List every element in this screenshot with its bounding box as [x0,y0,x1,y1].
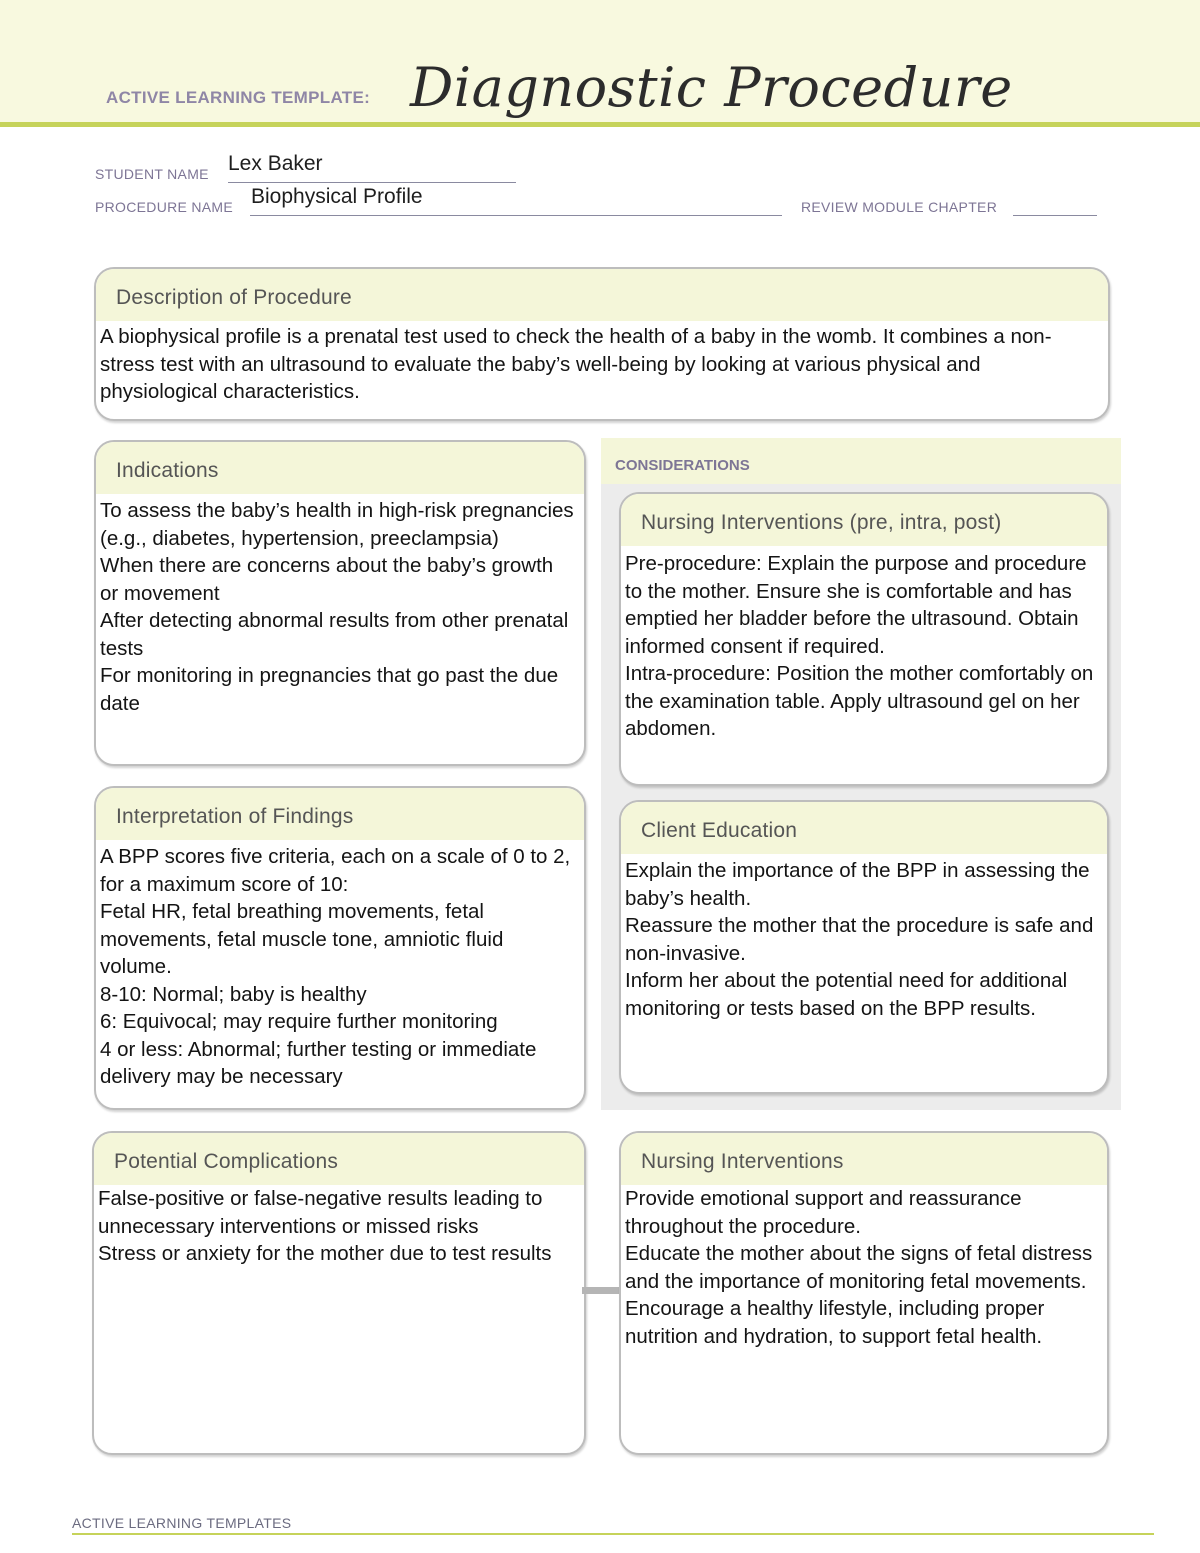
nursing-interventions-box [619,1131,1109,1455]
interpretation-box [94,786,586,1110]
nursing-interventions-prepost-text[interactable]: Pre-procedure: Explain the purpose and procedure to the mother. Ensure she is comfortable and has emptied her bladder before the ultrasound. Obtain informed consent if required. Intra-procedure: Position the mother comfortably on the examination table. Apply ultrasound gel on her abdomen. [625,552,1094,740]
student-name-field[interactable]: Lex Baker [228,152,323,175]
considerations-title: CONSIDERATIONS [601,438,1121,484]
template-prefix: ACTIVE LEARNING TEMPLATE: [106,88,371,107]
review-module-label: REVIEW MODULE CHAPTER [801,199,998,215]
interpretation-title: Interpretation of Findings [96,788,584,840]
description-text[interactable]: A biophysical profile is a prenatal test used to check the health of a baby in the womb. It combines a non-stress test with an ultrasound to evaluate the baby’s well-being by looking at various physical and physiological characteristics. [100,325,1052,403]
review-module-field[interactable] [1013,215,1097,216]
nursing-interventions-prepost-title: Nursing Interventions (pre, intra, post) [621,494,1107,546]
page-title: Diagnostic Procedure [410,56,1013,119]
client-education-title: Client Education [621,802,1107,854]
student-name-label: STUDENT NAME [95,166,209,182]
footer-divider [72,1533,1154,1535]
client-education-box [619,800,1109,1094]
complications-title: Potential Complications [94,1133,584,1185]
description-title: Description of Procedure [96,269,1108,321]
nursing-interventions-prepost-box [619,492,1109,786]
description-box [94,267,1110,421]
client-education-text[interactable]: Explain the importance of the BPP in assessing the baby’s health. Reassure the mother that the procedure is safe and non-invasive. Inform her about the potential need for additional monitoring or tests based on the BPP results. [625,859,1094,1020]
student-name-line [228,182,516,183]
complications-box [92,1131,586,1455]
connector-bar [582,1287,620,1294]
indications-box [94,440,586,766]
indications-title: Indications [96,442,584,494]
procedure-name-line [250,215,782,216]
footer-text: ACTIVE LEARNING TEMPLATES [72,1515,292,1531]
interpretation-text[interactable]: A BPP scores five criteria, each on a scale of 0 to 2, for a maximum score of 10: Fetal HR, fetal breathing movements, fetal movements, fetal muscle tone, amniotic fluid volume. 8-10: Normal; baby is healthy 6: Equivocal; may require further monitoring 4 or less: Abnormal; further testing or immediate delivery may be necessary [100,845,571,1088]
complications-text[interactable]: False-positive or false-negative results leading to unnecessary interventions or missed risks Stress or anxiety for the mother due to test results [98,1187,552,1265]
procedure-name-field[interactable]: Biophysical Profile [251,185,423,208]
procedure-name-label: PROCEDURE NAME [95,199,233,215]
indications-text[interactable]: To assess the baby’s health in high-risk pregnancies (e.g., diabetes, hypertension, preeclampsia) When there are concerns about the baby’s growth or movement After detecting abnormal results from other prenatal tests For monitoring in pregnancies that go past the due date [100,499,574,715]
nursing-interventions-text[interactable]: Provide emotional support and reassurance throughout the procedure. Educate the mother about the signs of fetal distress and the importance of monitoring fetal movements. Encourage a healthy lifestyle, including proper nutrition and hydration, to support fetal health. [625,1187,1093,1348]
nursing-interventions-title: Nursing Interventions [621,1133,1107,1185]
